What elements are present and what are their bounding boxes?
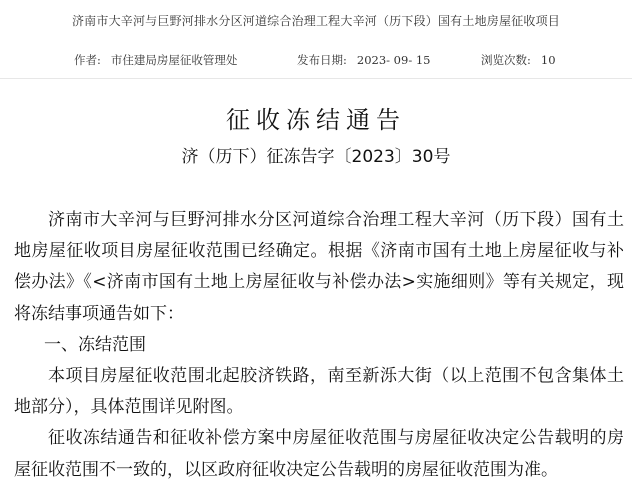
meta-publish-date	[297, 52, 431, 68]
meta-divider	[0, 78, 632, 79]
meta-author-label: 作者:	[74, 53, 101, 67]
notice-body	[14, 205, 624, 486]
section-heading-freeze-scope: 一、冻结范围	[44, 334, 146, 355]
notice-paragraph-precedence: 征收冻结通告和征收补偿方案中房屋征收范围与房屋征收决定公告载明的房屋征收范围不一致的，以区政府征收决定公告载明的房屋征收范围为准。	[14, 428, 624, 480]
notice-title: 征收冻结通告	[226, 106, 406, 134]
notice-paragraph-scope: 本项目房屋征收范围北起胶济铁路，南至新泺大街（以上范围不包含集体土地部分），具体范围详见附图。	[14, 366, 624, 418]
notice-document-number: 济（历下）征冻告字〔2023〕30号	[181, 147, 451, 167]
meta-author-value: 市住建局房屋征收管理处	[110, 53, 238, 67]
meta-author	[74, 52, 237, 68]
meta-view-count	[481, 52, 556, 68]
meta-date-label: 发布日期:	[297, 53, 347, 67]
meta-date-value: 2023- 09- 15	[356, 53, 431, 67]
meta-views-value: 10	[540, 53, 556, 67]
document-meta-row	[0, 52, 632, 68]
notice-paragraph-intro: 济南市大辛河与巨野河排水分区河道综合治理工程大辛河（历下段）国有土地房屋征收项目房屋征收范围已经确定。根据《济南市国有土地上房屋征收与补偿办法》《<济南市国有土地上房屋征收与补偿办法>实施细则》等有关规定，现将冻结事项通告如下：	[14, 210, 624, 324]
meta-views-label: 浏览次数:	[481, 53, 531, 67]
document-header-title: 济南市大辛河与巨野河排水分区河道综合治理工程大辛河（历下段）国有土地房屋征收项目	[71, 14, 560, 28]
